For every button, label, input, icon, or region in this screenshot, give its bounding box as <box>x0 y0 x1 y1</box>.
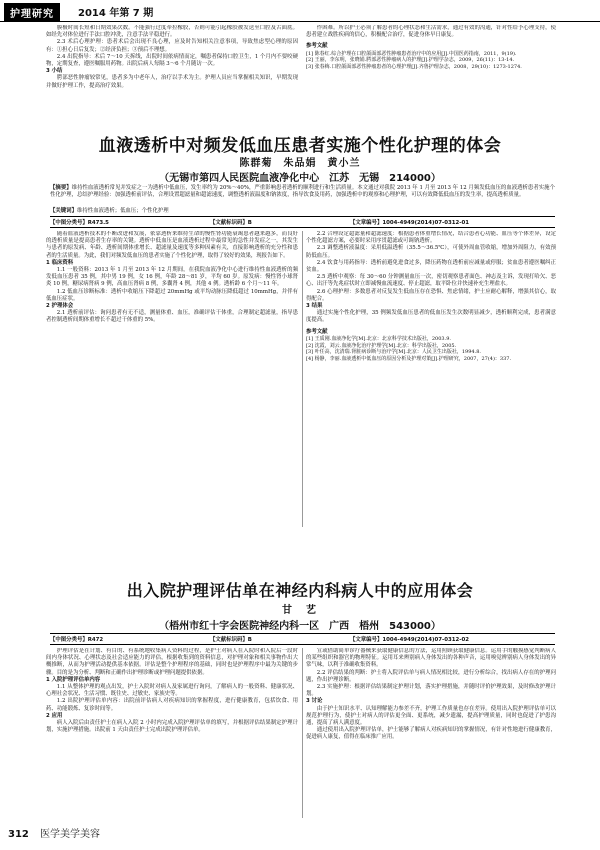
paragraph: 2.2 评估结果的判断：护士将入院评估单与病人情况相比较，进行分析综合，找出病人存在的护理问题，作出护理诊断。 <box>306 669 556 683</box>
page-number: 312 <box>8 829 29 840</box>
keywords-text: 维持性血液透析；低血压；个性化护理 <box>76 208 169 214</box>
section-label: 护理研究 <box>4 3 60 22</box>
article-meta <box>50 218 555 226</box>
article2-right-column <box>306 648 556 818</box>
section-heading: 3 讨论 <box>306 698 323 705</box>
paragraph: 2.4 饮食与用药指导：透析前避免进食过多，降压药物在透析前应减量或停服；贫血患者遵医嘱纠正贫血。 <box>306 259 556 274</box>
reference-item: [3] 叶任高，沈清瑞.肾脏病诊断与治疗学[M].北京：人民卫生出版社，1994.8. <box>306 349 481 356</box>
document-code: 【文献标识码】B <box>210 220 252 226</box>
column-divider <box>302 648 303 818</box>
reference-item: [2] 王丽，李东明，张晓娟.腭部恶性肿瘤病人的护理[J].护理学杂志，2009，26(11)：13-14. <box>306 57 515 64</box>
paragraph: 2.2 合理设定超滤量和超滤速度：根据患者体重增长情况，结合患者心功能、血压等个体差异，设定个性化超滤方案，必要时采用序贯超滤或可调钠透析。 <box>306 231 556 245</box>
abstract <box>50 185 555 200</box>
article1-left-column <box>46 231 298 527</box>
article-title: 出入院护理评估单在神经内科病人中的应用体会 <box>126 581 474 600</box>
paragraph: 1.1 从整体护理的观点出发，护士入院时对病人及家属进行询问，了解病人的一般资料、健康状况、心理社会状况、生活习惯、既往史、过敏史、家族史等。 <box>46 684 298 698</box>
paragraph: 宣或借助简单诊疗器械来获取健康信息的方法，运用照顾获取健康信息。运用手的触摸感觉判断病人的某些组织和器官的物理特征。运用耳来辨别病人身体发出的各种声音，运用嗅觉辨别病人身体发出的异常气味，以利于准确收集资料。 <box>306 648 556 669</box>
reference-list <box>306 336 556 363</box>
article-number: 【文章编号】1004-4949(2014)07-0312-02 <box>350 637 469 643</box>
references-heading: 参考文献 <box>306 43 328 50</box>
running-header <box>0 0 600 22</box>
paragraph: 膜极时间长短和日期效果次数。不能强行过度牵拉橡胶，否则可能引起橡胶被发送至口腔及舌面底。如经先对体位进行手法口腔冲洗，注意手法平稳进行。 <box>46 25 298 39</box>
article2-left-column <box>46 648 298 818</box>
issue-number: 2014 年第 7 期 <box>78 8 154 19</box>
reference-list <box>306 51 556 71</box>
paragraph: 由于护士知识水平、认知理解能力参差不齐，护理工作质量也存在差异。使用出入院护理评估单可以规范护理行为，使护士对病人的评估更全面、更系统，减少遗漏，提高护理质量，同时也促进了护患沟通，提高了病人满意度。 <box>306 705 556 727</box>
section-heading: 1 临床资料 <box>46 259 74 266</box>
paragraph: 1.2 出院护理评估单内容：出院前评估病人对疾病知识的掌握程度，进行健康教育，包括饮食、用药、功能锻炼、复诊时间等。 <box>46 698 298 712</box>
paragraph: 病人入院后由责任护士在病人入院 2 小时内完成入院护理评估单的填写，并根据评估结果制定护理计划，实施护理措施。出院前 1 天由责任护士完成出院护理评估单。 <box>46 720 298 734</box>
article-affiliation: （梧州市红十字会医院神经内科一区 广西 梧州 543000） <box>159 621 441 632</box>
top-left-column <box>46 25 298 125</box>
article-authors: 陈群菊 朱品娟 黄小兰 <box>239 158 361 169</box>
paragraph: 2.5 透析中观察：每 30～60 分钟测量血压一次，密切观察患者面色、神志及主诉，发现打哈欠、恶心、出汗等先兆症状时立即减慢血流速度、停止超滤，取平卧位并快速补充生理盐水。 <box>306 274 556 288</box>
section-heading: 2 应用 <box>46 712 63 719</box>
top-right-column <box>306 25 556 125</box>
section-heading: 3 小结 <box>46 68 63 75</box>
reference-item: [4] 杨静，李丽.血液透析中低血压的原因分析及护理对策[J].护理研究，2007，27(4)：337. <box>306 356 512 363</box>
reference-item: [1] 王质刚.血液净化学[M].北京：北京科学技术出版社，2003.9. <box>306 335 451 342</box>
paragraph: 通过使用出入院护理评估单，护士能够了解病人对疾病知识的掌握情况，有针对性地进行健康教育，促进病人康复，值得在临床推广应用。 <box>306 727 556 741</box>
paragraph: 2.3 术后心理护理：患者术后会出现不良心理，应及时告知相关注意事项，导致焦虑型心理的原因有：①担心日后复发；②经济负担；③预后不理想。 <box>46 39 298 53</box>
journal-name: 医学美学美容 <box>40 829 101 840</box>
article-author: 甘 艺 <box>282 605 318 616</box>
abstract-text: 维持性血液透析常见并发症之一为透析中低血压，发生率约为 20%～40%，严重影响患者透析的顺利进行和生活质量。本文通过对我院 2013 年 1 月至 2013 年 12 月频发低血压的血液透析患者实施个性化护理，总结护理经验：加强透析前评估，合理设置超滤量和超滤速度，调整透析液温度和钠浓度，指导饮食及用药，加强透析中的观察和心理护理，可以有效降低低血压的发生率，提高透析质量。 <box>50 185 555 199</box>
paragraph: 作困难。所以护士必须了解患者的心理状态和生活需求，通过有效的沟通，针对性给予心理支持，使患者建立战胜疾病的信心，积极配合治疗，促进身体早日康复。 <box>306 25 556 39</box>
paragraph: 腭部恶性肿瘤较常见，患者多为中老年人，治疗以手术为主。护理人员应当掌握相关知识，早期发现并做好护理工作，提高治疗效果。 <box>46 75 298 89</box>
reference-item: [2] 沈霞，刘云.血液净化治疗护理学[M].北京：科学出版社，2005. <box>306 342 457 349</box>
paragraph: 护理评估是在计划、有目的、有系统地收集病人资料的过程，是护士对病人在入院时和入院后一段时间内身体状况、心理状态及社会适应能力的评估，根据收集到的资料信息，对护理对象和相关事物作出大概推断，从而为护理活动提供基本依据。评估是整个护理程序的基础，同时也是护理程序中最为关键的步骤。目的是为分析、判断和正确作出护理诊断或护理问题提供依据。 <box>46 648 298 676</box>
keywords <box>50 208 555 215</box>
paragraph: 通过实施个性化护理，35 例频发低血压患者的低血压发生次数明显减少，透析顺利完成，患者满意度提高。 <box>306 310 556 324</box>
divider <box>50 216 555 217</box>
reference-item: [1] 陈春红.综合护理在口腔颌面部恶性肿瘤患者治疗中的应用[J].中国医药指南，2011，9(19). <box>306 50 517 57</box>
clc-number: 【中图分类号】R472 <box>50 637 104 643</box>
reference-item: [3] 张春梅.口腔颌面部恶性肿瘤患者的心理护理[J].齐鲁护理杂志，2008，29(10)：1273-1274. <box>306 64 522 71</box>
page-footer <box>8 825 100 840</box>
paragraph: 2.3 实施护理：根据评估结果制定护理计划，落实护理措施，并随时评价护理效果，及时修改护理计划。 <box>306 684 556 698</box>
article-meta <box>50 635 555 643</box>
document-code: 【文献标识码】B <box>210 637 252 643</box>
paragraph: 随着血液透析技术的不断改进和发展，依靠透析来维持生命的慢性肾功能衰竭患者越来越多，而良好的透析质量是提高患者生存率的关键。透析中低血压是血液透析过程中最常见的急性并发症之一，其发生与患者的原发病、年龄、透析间期体重增长、超滤量及速度等多种因素有关，直接影响透析的充分性和患者的生活质量。为此，我们对频发低血压的患者实施了个性化护理，取得了较好的效果，现报告如下。 <box>46 231 298 259</box>
clc-number: 【中图分类号】R473.5 <box>50 220 109 226</box>
keywords-label: 【关键词】 <box>50 208 77 214</box>
references-heading: 参考文献 <box>306 328 328 335</box>
paragraph: 2.4 出院指导：术后 7～10 天拆线，出院时间依病情而定，嘱患者保持口腔卫生，1 个月内不要咬硬物，定期复查，遵医嘱服用药物。出院后病人每隔 3～6 个月随访一次。 <box>46 53 298 68</box>
divider <box>50 227 555 228</box>
divider <box>50 633 555 634</box>
abstract-label: 【摘要】 <box>50 185 72 191</box>
paragraph: 2.3 调整透析液温度：采用低温透析（35.5～36.5℃），可使外周血管收缩，增加外周阻力，有效预防低血压。 <box>306 245 556 259</box>
section-heading: 2 护理体会 <box>46 303 74 310</box>
paragraph: 1.2 低血压诊断标准：透析中收缩压下降超过 20mmHg 或平均动脉压降低超过 10mmHg，并伴有低血压症状。 <box>46 288 298 302</box>
article-number: 【文章编号】1004-4949(2014)07-0312-01 <box>350 220 469 226</box>
article-title: 血液透析中对频发低血压患者实施个性化护理的体会 <box>98 136 502 156</box>
paragraph: 2.6 心理护理：多数患者对反复发生低血压存在恐惧、焦虑情绪，护士应耐心解释，增强其信心，取得配合。 <box>306 288 556 302</box>
paragraph: 1.1 一般资料：2013 年 1 月至 2013 年 12 月期间，在我院血液净化中心进行维持性血液透析的频发低血压患者 35 例，其中男 19 例，女 16 例，年龄 28～81 岁，平均 60 岁。原发病：慢性肾小球肾炎 10 例，糖尿病肾病 9 例，高血压肾病 8 例，多囊肾 4 例，其他 4 例。透析龄 6 个月～11 年。 <box>46 267 298 288</box>
paragraph: 2.1 透析前评估：询问患者有无不适，测量体重、血压，准确评估干体重，合理制定超滤量，指导患者控制透析间期体重增长不超过干体重的 5%。 <box>46 310 298 324</box>
divider <box>50 644 555 645</box>
article1-right-column <box>306 231 556 527</box>
section-heading: 1 入院护理评估单内容 <box>46 676 101 683</box>
article-affiliation: （无锡市第四人民医院血液净化中心 江苏 无锡 214000） <box>159 173 441 184</box>
column-divider <box>302 231 303 527</box>
section-heading: 3 结果 <box>306 303 323 310</box>
